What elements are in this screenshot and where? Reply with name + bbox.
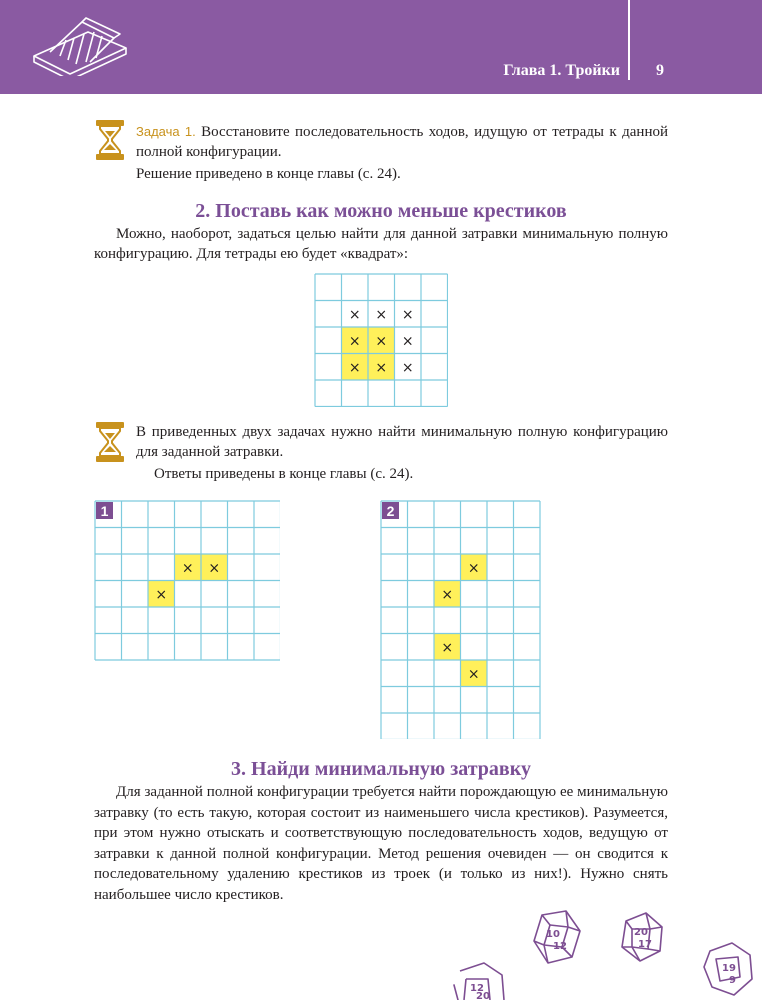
task1-text: Восстановите последовательность ходов, идущую от тетрады к данной полной конфигурации.: [136, 124, 668, 160]
chapter-title: Глава 1. Тройки: [503, 62, 620, 79]
cross-mark: ×: [181, 560, 194, 577]
cross-mark: ×: [155, 586, 168, 603]
dice-label: 20: [634, 927, 648, 938]
section3-heading: 3. Найди минимальную затравку: [231, 758, 531, 780]
puzzle1-grid: [94, 500, 280, 661]
puzzle2-badge: 2: [386, 503, 395, 519]
hourglass-icon: [95, 422, 125, 462]
dice-label: 12: [470, 983, 484, 994]
cross-mark: ×: [401, 306, 414, 323]
puzzle1-badge: 1: [100, 503, 109, 519]
cross-mark: ×: [348, 333, 361, 350]
cross-mark: ×: [441, 586, 454, 603]
puzzle2-grid: [380, 500, 541, 739]
cross-mark: ×: [208, 560, 221, 577]
tasks-answers: Ответы приведены в конце главы (с. 24).: [154, 466, 414, 482]
task1-paragraph: [136, 122, 668, 162]
section2-paragraph: Можно, наоборот, задаться целью найти для данной затравки минимальную полную конфигурацию. Для тетрады ею будет «квадрат»:: [94, 226, 668, 262]
dice-label: 10: [546, 929, 560, 940]
section3-paragraph: Для заданной полной конфигурации требуется найти порождающую ее минимальную затравку (то есть такую, которая состоит из наименьшего числа крестиков). Разумеется, при этом нужно отыскать и соответствующую последовательность ходов, ведущую от затравки к данной полной конфигурации. Метод решения очевиден — он сводится к последовательному удалению крестиков из троек (и только из них!). Нужно снять наибольшее число крестиков.: [94, 784, 668, 903]
cross-mark: ×: [375, 306, 388, 323]
dice-label: 9: [729, 975, 736, 986]
square-grid: [314, 273, 448, 407]
cross-mark: ×: [467, 666, 480, 683]
header-divider: [628, 0, 630, 80]
cross-mark: ×: [401, 359, 414, 376]
section2-heading: 2. Поставь как можно меньше крестиков: [195, 200, 567, 222]
task1-block: [136, 122, 668, 185]
cross-mark: ×: [401, 333, 414, 350]
dice-label: 19: [722, 963, 736, 974]
cross-mark: ×: [348, 306, 361, 323]
d20-dice-icon: [440, 905, 762, 1000]
cross-mark: ×: [375, 359, 388, 376]
tasks-block: [136, 423, 668, 485]
tasks-text: В приведенных двух задачах нужно найти минимальную полную конфигурацию для заданной затравки.: [136, 424, 668, 460]
cross-mark: ×: [348, 359, 361, 376]
backgammon-board-icon: [30, 16, 130, 76]
dice-label: 17: [638, 939, 652, 950]
dice-label: 20: [476, 991, 490, 1000]
page-number: 9: [656, 62, 664, 79]
dice-label: 12: [553, 941, 567, 952]
task1-label: Задача 1.: [136, 124, 196, 139]
hourglass-icon: [95, 120, 125, 160]
cross-mark: ×: [441, 639, 454, 656]
cross-mark: ×: [467, 560, 480, 577]
page-header: [0, 0, 762, 94]
task1-solution: Решение приведено в конце главы (с. 24).: [136, 166, 401, 182]
cross-mark: ×: [375, 333, 388, 350]
